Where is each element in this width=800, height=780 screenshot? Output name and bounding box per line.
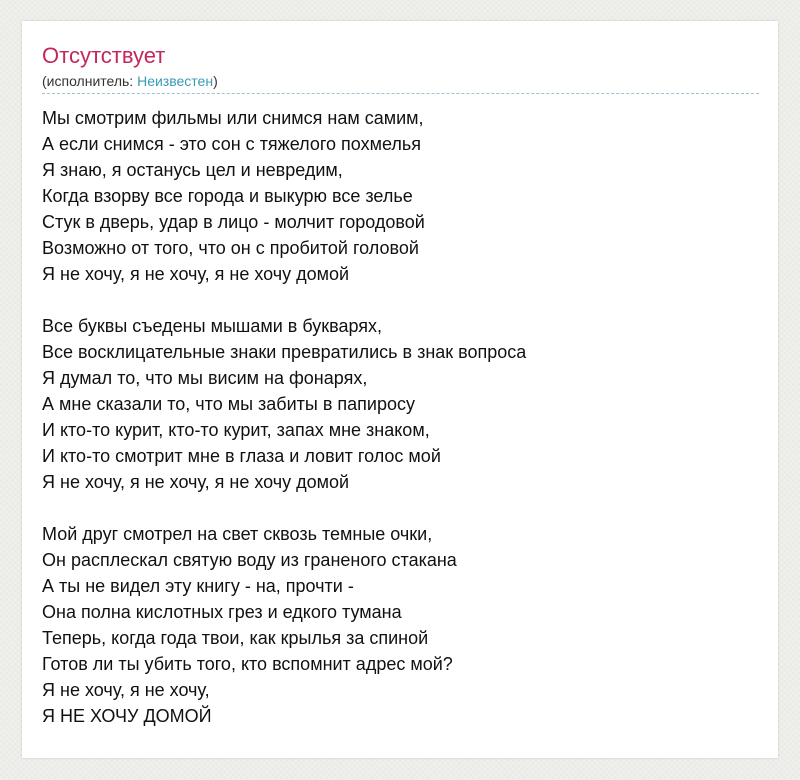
- stanza-gap: [42, 495, 758, 521]
- stanza-2: [42, 313, 758, 495]
- lyric-line: А ты не видел эту книгу - на, прочти -: [42, 576, 354, 596]
- lyric-line: А если снимся - это сон с тяжелого похмелья: [42, 134, 422, 154]
- lyric-line: Все буквы съедены мышами в букварях,: [42, 316, 383, 336]
- lyric-line: А мне сказали то, что мы забиты в папиросу: [42, 394, 415, 414]
- lyrics-body: [42, 105, 758, 729]
- stanza-gap: [42, 287, 758, 313]
- artist-suffix: ): [213, 73, 218, 89]
- stanza-1: [42, 105, 758, 287]
- song-title: Отсутствует: [42, 43, 166, 68]
- lyric-line: Стук в дверь, удар в лицо - молчит городовой: [42, 212, 425, 232]
- lyric-line: Он расплескал святую воду из граненого стакана: [42, 550, 457, 570]
- title-divider: [42, 93, 759, 94]
- lyric-line: Я не хочу, я не хочу,: [42, 680, 210, 700]
- lyric-line: Мой друг смотрел на свет сквозь темные очки,: [42, 524, 433, 544]
- lyric-line: Я не хочу, я не хочу, я не хочу домой: [42, 472, 350, 492]
- lyrics-card: [22, 21, 778, 758]
- artist-link[interactable]: Неизвестен: [137, 73, 214, 89]
- lyric-line: Я думал то, что мы висим на фонарях,: [42, 368, 368, 388]
- lyric-line: Теперь, когда года твои, как крылья за спиной: [42, 628, 429, 648]
- lyric-line: Я не хочу, я не хочу, я не хочу домой: [42, 264, 350, 284]
- lyric-line: Мы смотрим фильмы или снимся нам самим,: [42, 108, 424, 128]
- artist-prefix: (исполнитель:: [42, 73, 138, 89]
- lyric-line: Возможно от того, что он с пробитой головой: [42, 238, 419, 258]
- lyric-line: И кто-то смотрит мне в глаза и ловит голос мой: [42, 446, 441, 466]
- lyric-line: И кто-то курит, кто-то курит, запах мне знаком,: [42, 420, 430, 440]
- artist-info: [42, 72, 218, 90]
- lyric-line: Все восклицательные знаки превратились в знак вопроса: [42, 342, 527, 362]
- lyric-line: Она полна кислотных грез и едкого тумана: [42, 602, 402, 622]
- lyric-line: Готов ли ты убить того, кто вспомнит адрес мой?: [42, 654, 453, 674]
- stanza-3: [42, 521, 758, 729]
- lyric-line: Я знаю, я останусь цел и невредим,: [42, 160, 343, 180]
- lyric-line: Я НЕ ХОЧУ ДОМОЙ: [42, 706, 212, 726]
- lyric-line: Когда взорву все города и выкурю все зелье: [42, 186, 413, 206]
